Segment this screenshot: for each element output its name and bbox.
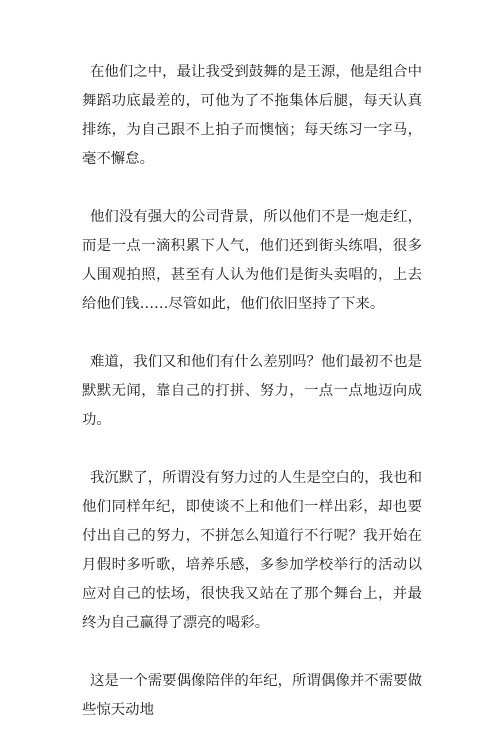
paragraph-5: 这是一个需要偶像陪伴的年纪，所谓偶像并不需要做些惊天动地: [82, 673, 422, 718]
paragraph-3: 难道，我们又和他们有什么差别吗？他们最初不也是默默无闻，靠自己的打拼、努力，一点一点地迈向成功。: [82, 354, 422, 428]
paragraph-4: 我沉默了，所谓没有努力过的人生是空白的，我也和他们同样年纪，即使谈不上和他们一样出彩，却也要付出自己的努力，不拼怎么知道行不行呢？我开始在月假时多听歌，培养乐感，多参加学校举行的活动以应对自己的怯场，很快我又站在了那个舞台上，并最终为自己赢得了漂亮的喝彩。: [82, 470, 422, 631]
article-body: [82, 58, 422, 754]
paragraph-1: 在他们之中，最让我受到鼓舞的是王源，他是组合中舞蹈功底最差的，可他为了不拖集体后腿，每天认真排练，为自己跟不上拍子而懊恼；每天练习一字马，毫不懈怠。: [82, 64, 422, 167]
paragraph-2: 他们没有强大的公司背景，所以他们不是一炮走红，而是一点一滴积累下人气，他们还到街头练唱，很多人围观拍照，甚至有人认为他们是街头卖唱的，上去给他们钱……尽管如此，他们依旧坚持了下来。: [82, 209, 422, 312]
